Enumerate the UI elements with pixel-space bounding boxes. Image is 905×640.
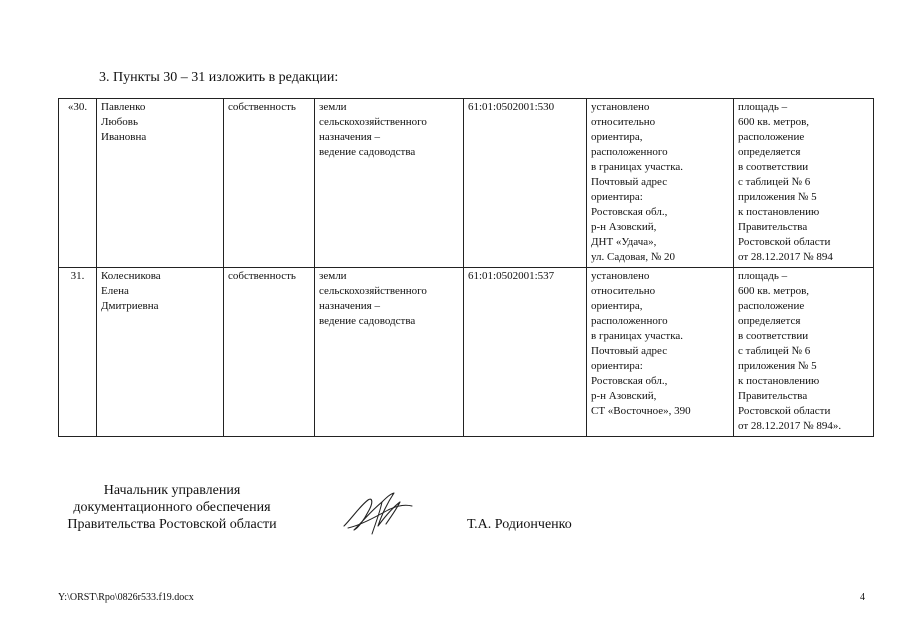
footer-file-path: Y:\ORST\Rpo\0826r533.f19.docx bbox=[58, 592, 194, 603]
row-number-cell: 31. bbox=[59, 268, 97, 437]
land-category-cell: земли сельскохозяйственного назначения – ведение садоводства bbox=[315, 268, 464, 437]
land-category-cell: земли сельскохозяйственного назначения – ведение садоводства bbox=[315, 99, 464, 268]
ownership-right-cell: собственность bbox=[224, 268, 315, 437]
location-cell: установлено относительно ориентира, расположенного в границах участка. Почтовый адрес ориентира: Ростовская обл., р-н Азовский, СТ «Восточное», 390 bbox=[587, 268, 734, 437]
land-plots-table bbox=[58, 98, 874, 437]
section-heading: 3. Пункты 30 – 31 изложить в редакции: bbox=[99, 70, 339, 85]
owner-name-cell: Павленко Любовь Ивановна bbox=[97, 99, 224, 268]
cadastral-number-cell: 61:01:0502001:537 bbox=[464, 268, 587, 437]
cadastral-number-cell: 61:01:0502001:530 bbox=[464, 99, 587, 268]
ownership-right-cell: собственность bbox=[224, 99, 315, 268]
table-row bbox=[59, 268, 874, 437]
location-cell: установлено относительно ориентира, расположенного в границах участка. Почтовый адрес ориентира: Ростовская обл., р-н Азовский, ДНТ «Удача», ул. Садовая, № 20 bbox=[587, 99, 734, 268]
area-cell: площадь – 600 кв. метров, расположение определяется в соответствии с таблицей № 6 приложения № 5 к постановлению Правительства Ростовской области от 28.12.2017 № 894 bbox=[734, 99, 874, 268]
signatory-position: Начальник управления документационного обеспечения Правительства Ростовской области bbox=[67, 483, 277, 532]
page-number: 4 bbox=[860, 592, 865, 603]
area-cell: площадь – 600 кв. метров, расположение определяется в соответствии с таблицей № 6 приложения № 5 к постановлению Правительства Ростовской области от 28.12.2017 № 894». bbox=[734, 268, 874, 437]
handwritten-signature bbox=[338, 488, 418, 545]
signer-name: Т.А. Родионченко bbox=[467, 517, 572, 532]
table-row bbox=[59, 99, 874, 268]
owner-name-cell: Колесникова Елена Дмитриевна bbox=[97, 268, 224, 437]
row-number-cell: «30. bbox=[59, 99, 97, 268]
